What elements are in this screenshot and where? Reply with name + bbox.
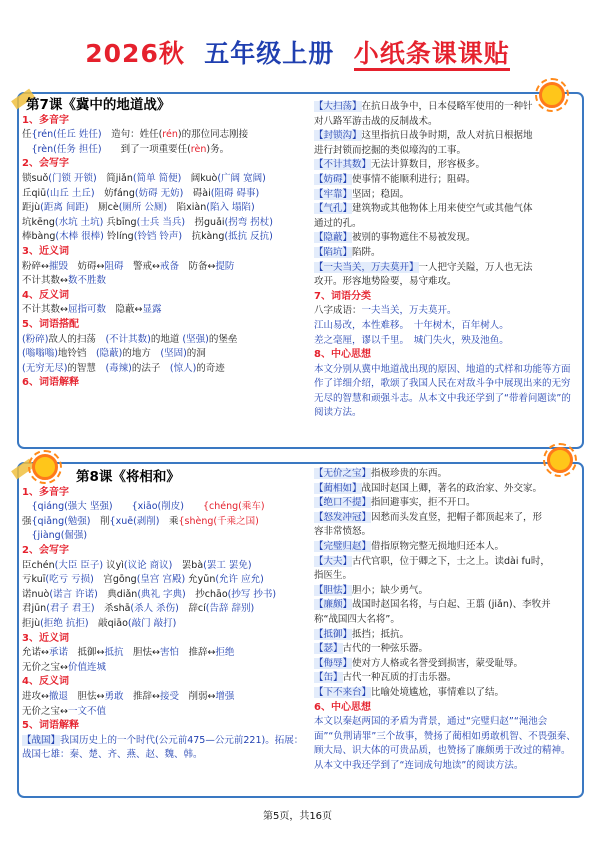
paragraph: 本文分别从冀中地道战出现的原因、地道的式样和功能等方面作了详细介绍，歌颂了我国人民在对敌斗争中展现出来的无穷无尽的智慧和顽强斗志。从本文中我还学到了“带着问题读”的阅读方法。 [314, 363, 571, 419]
text-line: 称“战国四大名将”。 [314, 613, 400, 625]
lesson8-right [314, 467, 576, 773]
text-line: 【大扫荡】在抗日战争中，日本侵略军使用的一种针 [314, 101, 533, 112]
text-line: 【陷坑】陷阱。 [314, 246, 381, 258]
section-heading: 5、词语解释 [22, 720, 79, 732]
text-line: 无价之宝↔价值连城 [22, 661, 106, 673]
text-line: 不计其数↔数不胜数 [22, 275, 106, 287]
section-heading: 5、词语搭配 [22, 318, 79, 330]
text-line: (无穷无尽)的智慧 (毒辣)的法子 (惊人)的奇迹 [22, 362, 225, 374]
text-line: 进行封锁而挖掘的类似壕沟的工事。 [314, 144, 467, 156]
text-line: 臣chén(大臣 臣子) 议yì(议论 商议) 罢bà(罢工 罢免) [22, 559, 252, 571]
text-line: 【完璧归赵】借指原物完整无损地归还本人。 [314, 540, 505, 552]
section-heading: 7、词语分类 [314, 290, 371, 302]
text-line: 【无价之宝】指极珍贵的东西。 [314, 468, 448, 479]
text-line: 丘qiū(山丘 土丘) 妨fáng(妨碍 无妨) 碍ài(阻碍 碍事) [22, 187, 260, 199]
section-heading: 6、中心思想 [314, 701, 371, 713]
text-line: 拒jù(拒绝 抗拒) 敲qiāo(敲门 敲打) [22, 617, 177, 629]
text-line: 攻开。形容地势险要，易守难攻。 [314, 276, 457, 288]
text-line: 【抵御】抵挡；抵抗。 [314, 628, 410, 640]
text-line: 容非常愤怒。 [314, 526, 372, 538]
text-line: 坑kēng(水坑 土坑) 兵bīng(士兵 当兵) 拐guǎi(拐弯 拐杖) [22, 216, 273, 228]
text-line: 江山易改，本性难移。 十年树木，百年树人。 [314, 319, 509, 331]
page-title [0, 34, 595, 70]
text-line: 不计其数↔屈指可数 隐蔽↔显露 [22, 304, 162, 316]
text-line: 诺nuò(诺言 许诺) 典diǎn(典礼 字典) 抄chāo(抄写 抄书) [22, 588, 277, 600]
page-footer: 第5页，共16页 [262, 811, 333, 822]
text-line: 指医生。 [314, 570, 353, 582]
text-line: 【不计其数】无法计算数目，形容极多。 [314, 159, 486, 171]
text-line: 【大夫】古代官职，位于卿之下，士之上。读dài fu时， [314, 555, 550, 567]
lesson8-left [22, 468, 304, 763]
text-line: {jiàng(倔强) [31, 530, 88, 542]
title-grade: 五年级上册 [204, 39, 335, 68]
lesson7-left [22, 96, 304, 391]
text-line: 【牢靠】坚固；稳固。 [314, 188, 410, 200]
lesson7-right [314, 100, 576, 421]
text-line: 强{qiǎng(勉强) 削{xuē(剥削) 乘{shèng(千乘之国) [22, 515, 259, 527]
lesson8-title: 第8课《将相和》 [76, 469, 180, 485]
lesson8-left-list [22, 486, 304, 763]
section-heading: 1、多音字 [22, 114, 69, 126]
section-heading: 4、反义词 [22, 676, 69, 688]
text-line: 君jūn(君子 君王) 杀shā(杀人 杀伤) 辞cí(告辞 辞别) [22, 603, 255, 615]
text-line: {qiáng(强大 坚强) {xiāo(削皮) {chéng(乘车) [31, 501, 265, 513]
text-line: (嗡嗡嗡)地铃铛 (隐蔽)的地方 (坚固)的洞 [22, 348, 206, 360]
lesson7-left-list [22, 114, 304, 391]
text-line: 粉碎↔摧毁 妨碍↔阻碍 警戒↔戒备 防备↔提防 [22, 260, 235, 272]
text-line: (粉碎)敌人的扫荡 (不计其数)的地道 (坚强)的堡垒 [22, 333, 238, 345]
title-year: 2026秋 [85, 39, 185, 68]
section-heading: 3、近义词 [22, 632, 69, 644]
section-heading: 4、反义词 [22, 289, 69, 301]
text-line: 【侮辱】使对方人格或名誉受到损害，蒙受耻辱。 [314, 657, 524, 669]
text-line: 进攻↔撤退 胆怯↔勇敢 推辞↔接受 削弱↔增强 [22, 690, 235, 702]
text-line: 对八路军游击战的反制战术。 [314, 115, 438, 127]
text-line: 【封锁沟】这里指抗日战争时期，敌人对抗日根据地 [314, 130, 533, 142]
text-line: 允诺↔承诺 抵御↔抵抗 胆怯↔害怕 推辞↔拒绝 [22, 647, 235, 659]
text-line: 【妨碍】使事情不能顺利进行；阻碍。 [314, 173, 476, 185]
text-line: 【隐蔽】被别的事物遮住不易被发现。 [314, 232, 476, 244]
text-line: 差之毫厘，谬以千里。 城门失火，殃及池鱼。 [314, 334, 509, 346]
text-line: 距jù(距离 间距) 厕cè(厕所 公厕) 陷xiàn(陷入 塌陷) [22, 202, 255, 214]
lesson7-title: 第7课《冀中的地道战》 [26, 97, 171, 113]
section-heading: 2、会写字 [22, 544, 69, 556]
section-heading: 8、中心思想 [314, 349, 371, 361]
section-heading: 3、近义词 [22, 245, 69, 257]
paragraph: 【战国】我国历史上的一个时代(公元前475—公元前221)。拓展：战国七雄：秦、楚、齐、燕、赵、魏、韩。 [22, 734, 304, 761]
section-heading: 1、多音字 [22, 486, 69, 498]
text-line: 【胆怯】胆小；缺少勇气。 [314, 584, 429, 596]
section-heading: 2、会写字 [22, 158, 69, 170]
text-line: 通过的孔。 [314, 217, 362, 229]
text-line: 【下不来台】比喻处境尴尬，事情难以了结。 [314, 686, 505, 698]
text-line: 锁suǒ(门锁 开锁) 简jiǎn(简单 简便) 阔kuò(广阔 宽阔) [22, 172, 266, 184]
text-line: 【廉颇】战国时赵国名将，与白起、王翦 (jiǎn)、李牧并 [314, 599, 551, 611]
lesson7-right-list [314, 100, 576, 421]
text-line: 【绝口不提】指回避事实，拒不开口。 [314, 497, 476, 509]
text-line: 棒bàng(木棒 很棒) 铃líng(铃铛 铃声) 抗kàng(抵抗 反抗) [22, 231, 273, 243]
section-heading: 6、词语解释 [22, 377, 79, 389]
text-line: 【缶】古代一种瓦质的打击乐器。 [314, 672, 457, 684]
text-line: 【怒发冲冠】因愁而头发直竖，把帽子都顶起来了，形 [314, 511, 543, 523]
text-line: {rèn(任务 担任) 到了一项重要任(rèn)务。 [31, 143, 230, 155]
text-line: 【气孔】建筑物或其他物体上用来使空气或其他气体 [314, 203, 533, 215]
text-line: 【一夫当关，万夫莫开】一人把守关隘，万人也无法 [314, 261, 533, 273]
text-line: 无价之宝↔一文不值 [22, 705, 106, 717]
title-subject: 小纸条课课贴 [354, 39, 510, 71]
text-line: 任{rén(任丘 姓任) 造句：姓任(rén)的那位同志刚接 [22, 129, 249, 141]
text-line: 亏kuī(吃亏 亏损) 宫gōng(皇宫 宫殿) 允yǔn(允许 应允) [22, 574, 264, 586]
lesson8-right-list [314, 467, 576, 773]
text-line: 【瑟】古代的一种弦乐器。 [314, 643, 429, 655]
text-line: 【蔺相如】战国时赵国上卿，著名的政治家、外交家。 [314, 482, 543, 494]
paragraph: 本文以秦赵两国的矛盾为背景，通过“完璧归赵”“渑池会面”“负荆请罪”三个故事，赞扬了蔺相如勇敢机智、不畏强秦、顾大局、识大体的可贵品质，也赞扬了廉颇勇于改过的精神。从本文中我还学到了“连词成句地读”的阅读方法。 [314, 716, 576, 771]
text-line: 八字成语：一夫当关，万夫莫开。 [314, 305, 457, 317]
